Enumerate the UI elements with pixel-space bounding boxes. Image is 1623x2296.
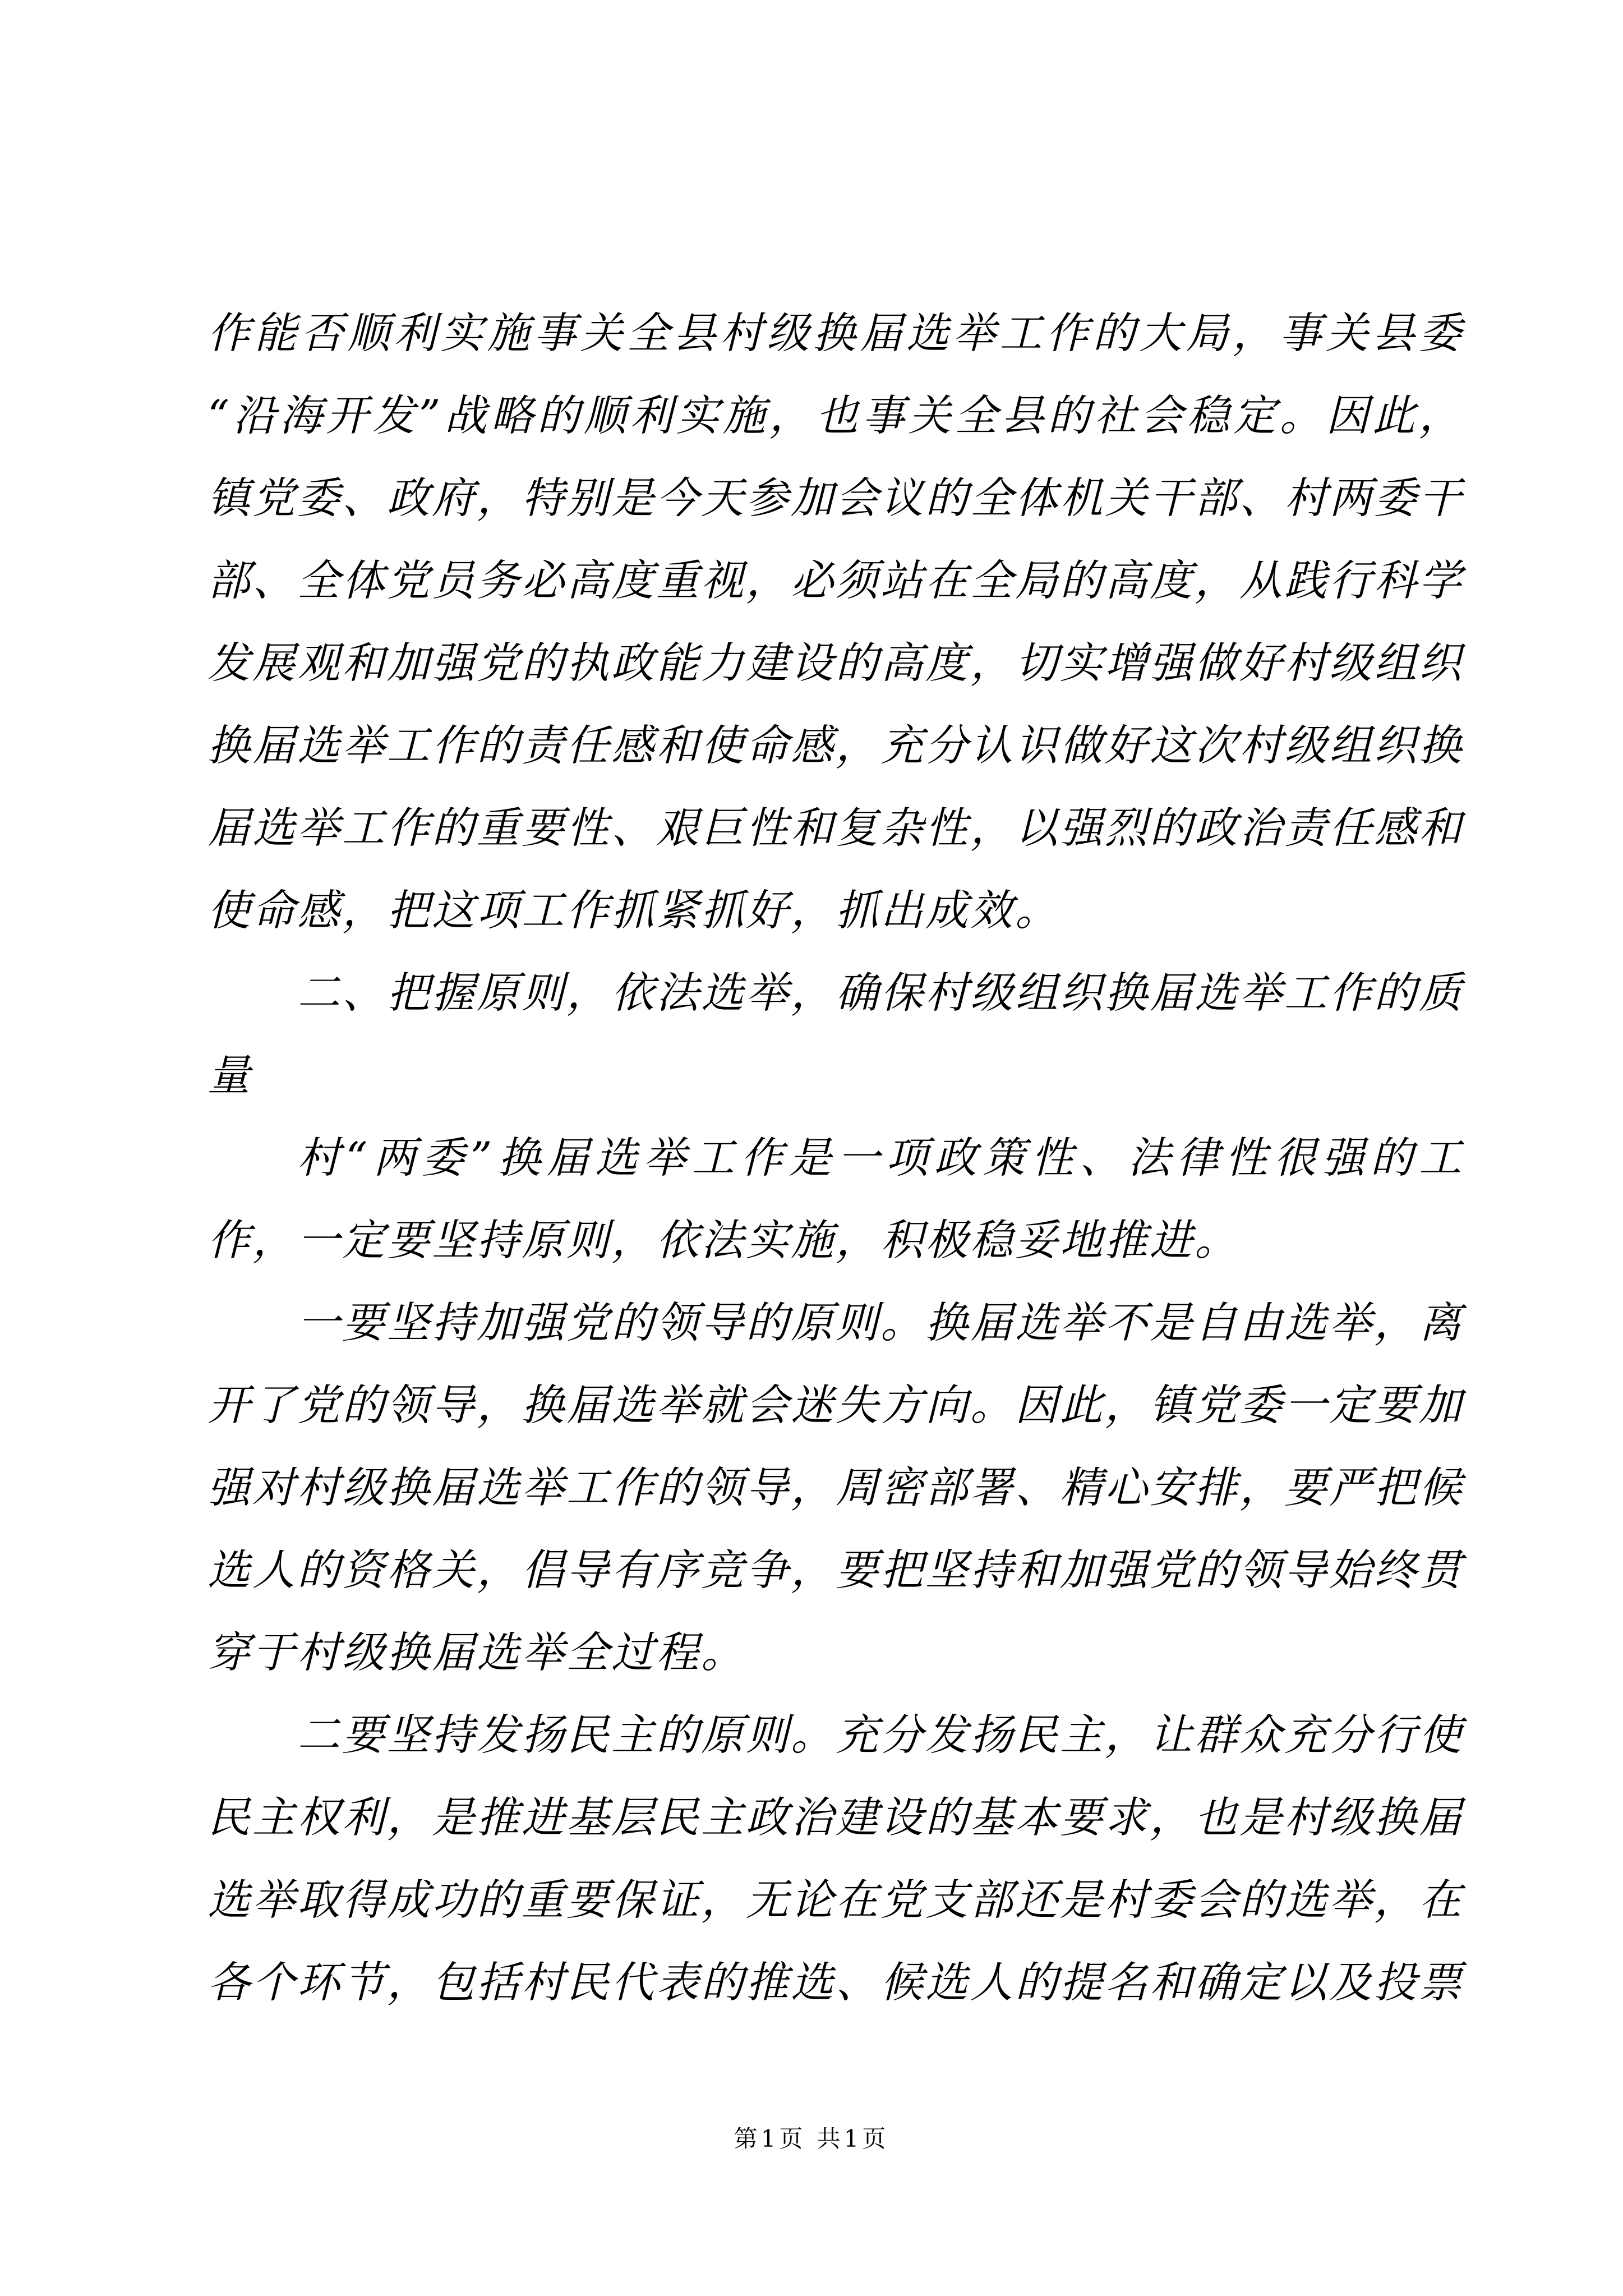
page-number-footer: 第1页 共1页 [734,2125,889,2152]
body-paragraph: 作能否顺利实施事关全县村级换届选举工作的大局，事关县委“沿海开发”战略的顺利实施，也事关全县的社会稳定。因此，镇党委、政府，特别是今天参加会议的全体机关干部、村两委干部、全体党员务必高度重视，必须站在全局的高度，从践行科学发展观和加强党的执政能力建设的高度，切实增强做好村级组织换届选举工作的责任感和使命感，充分认识做好这次村级组织换届选举工作的重要性、艰巨性和复杂性，以强烈的政治责任感和使命感，把这项工作抓紧抓好，抓出成效。 [208,308,1464,935]
body-paragraph: 一要坚持加强党的领导的原则。换届选举不是自由选举，离开了党的领导，换届选举就会迷失方向。因此，镇党委一定要加强对村级换届选举工作的领导，周密部署、精心安排，要严把候选人的资格关，倡导有序竞争，要把坚持和加强党的领导始终贯穿于村级换届选举全过程。 [208,1297,1464,1677]
body-paragraph-heading: 二、把握原则，依法选举，确保村级组织换届选举工作的质量 [208,968,1464,1100]
document-body [208,292,1464,2023]
body-paragraph: 二要坚持发扬民主的原则。充分发扬民主，让群众充分行使民主权利，是推进基层民主政治建设的基本要求，也是村级换届选举取得成功的重要保证，无论在党支部还是村委会的选举，在各个环节，包括村民代表的推选、候选人的提名和确定以及投票 [208,1710,1464,2007]
body-paragraph: 村“两委”换届选举工作是一项政策性、法律性很强的工作，一定要坚持原则，依法实施，积极稳妥地推进。 [208,1133,1464,1265]
